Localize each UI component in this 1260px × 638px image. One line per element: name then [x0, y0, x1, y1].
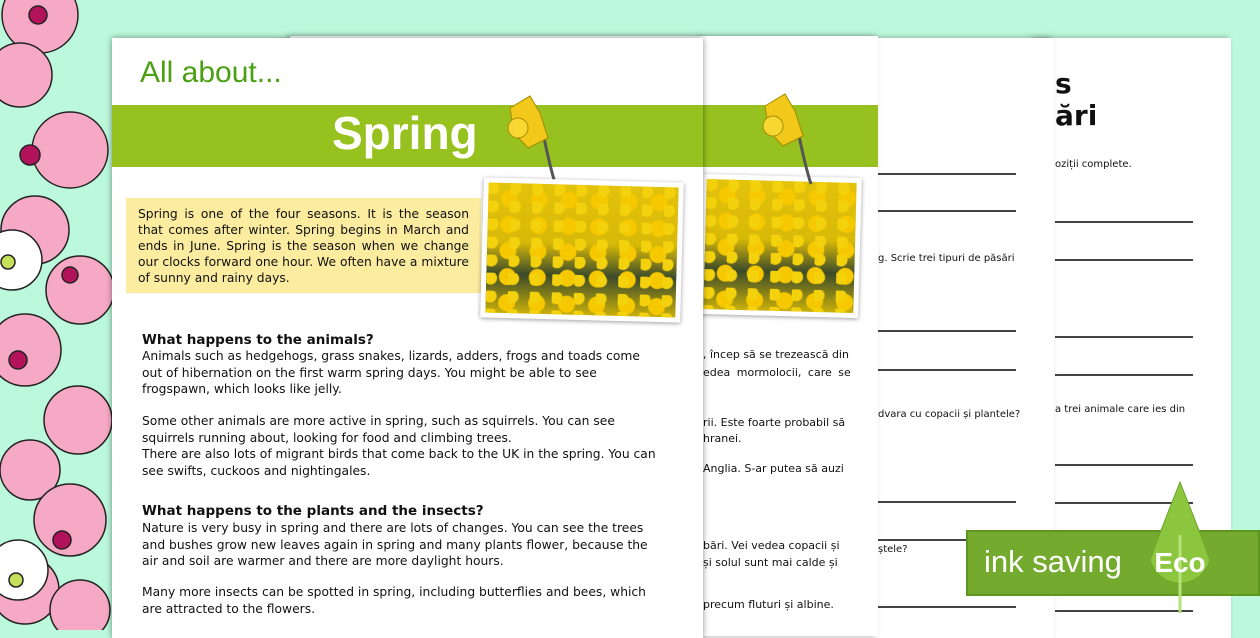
daffodil-icon: [745, 86, 825, 186]
answer-line: [1055, 336, 1193, 338]
ink-saving-badge: [966, 530, 1260, 596]
text-line: Anglia. S-ar putea să auzi: [703, 462, 844, 475]
answer-line: [1055, 464, 1193, 466]
eco-leaf-drop-icon: [1146, 480, 1214, 615]
text-line: rii. Este foarte probabil să: [703, 416, 846, 429]
page3-question-1: g. Scrie trei tipuri de păsări: [878, 253, 1015, 264]
page4-instruction: oziții complete.: [1055, 159, 1132, 170]
text-line: hranei.: [703, 432, 742, 445]
daffodil-photo: [698, 174, 862, 318]
answer-line: [878, 330, 1016, 332]
answer-line: [878, 606, 1016, 608]
answer-line: [1055, 259, 1193, 261]
text-line: edea mormolocii, care se: [703, 366, 851, 379]
section-heading-plants: What happens to the plants and the insects?: [142, 503, 484, 519]
pretitle: All about...: [140, 56, 282, 89]
section-heading-animals: What happens to the animals?: [142, 332, 374, 348]
flower-border-decoration: [0, 0, 115, 630]
answer-line: [878, 501, 1016, 503]
daffodil-photo: [480, 177, 684, 322]
page4-title-2: ări: [1055, 99, 1098, 132]
paragraph: Nature is very busy in spring and there are lots of changes. You can see the trees and bushes grow new leaves again in spring and many plants flower, because the air and soil are warmer and there are more daylight hours.: [142, 521, 648, 568]
text-line: , încep să se trezească din: [703, 348, 849, 361]
daffodil-icon: [490, 88, 570, 188]
page3-question-3: ștele?: [878, 544, 908, 555]
eco-label: Eco: [1154, 547, 1206, 578]
paragraph: Some other animals are more active in spring, such as squirrels. You can see squirrels running about, looking for food and climbing trees.: [142, 414, 615, 445]
answer-line: [1055, 374, 1193, 376]
page-title: Spring: [332, 107, 478, 159]
text-line: bări. Vei vedea copacii și: [703, 539, 840, 552]
answer-line: [878, 173, 1016, 175]
text-line: și solul sunt mai calde și: [703, 556, 838, 569]
page4-title-1: s: [1055, 67, 1072, 100]
answer-line: [878, 369, 1016, 371]
paragraph: Many more insects can be spotted in spring, including butterflies and bees, which are attracted to the flowers.: [142, 585, 646, 616]
intro-box: Spring is one of the four seasons. It is the season that comes after winter. Spring begins in March and ends in June. Spring is the season when we change our clocks forward one hour. We often have a mixture of sunny and rainy days.: [126, 198, 481, 293]
reading-page: [112, 38, 703, 638]
answer-line: [878, 210, 1016, 212]
page4-question: a trei animale care ies din: [1055, 404, 1186, 415]
paragraph: Animals such as hedgehogs, grass snakes, lizards, adders, frogs and toads come out of hibernation on the first warm spring days. You might be able to see frogspawn, which looks like jelly.: [142, 349, 640, 396]
badge-text: ink saving: [984, 544, 1122, 579]
page3-question-2: dvara cu copacii și plantele?: [878, 409, 1021, 420]
text-line: precum fluturi și albine.: [703, 598, 834, 611]
paragraph: There are also lots of migrant birds that come back to the UK in the spring. You can see swifts, cuckoos and nightingales.: [142, 447, 656, 478]
answer-line: [1055, 221, 1193, 223]
